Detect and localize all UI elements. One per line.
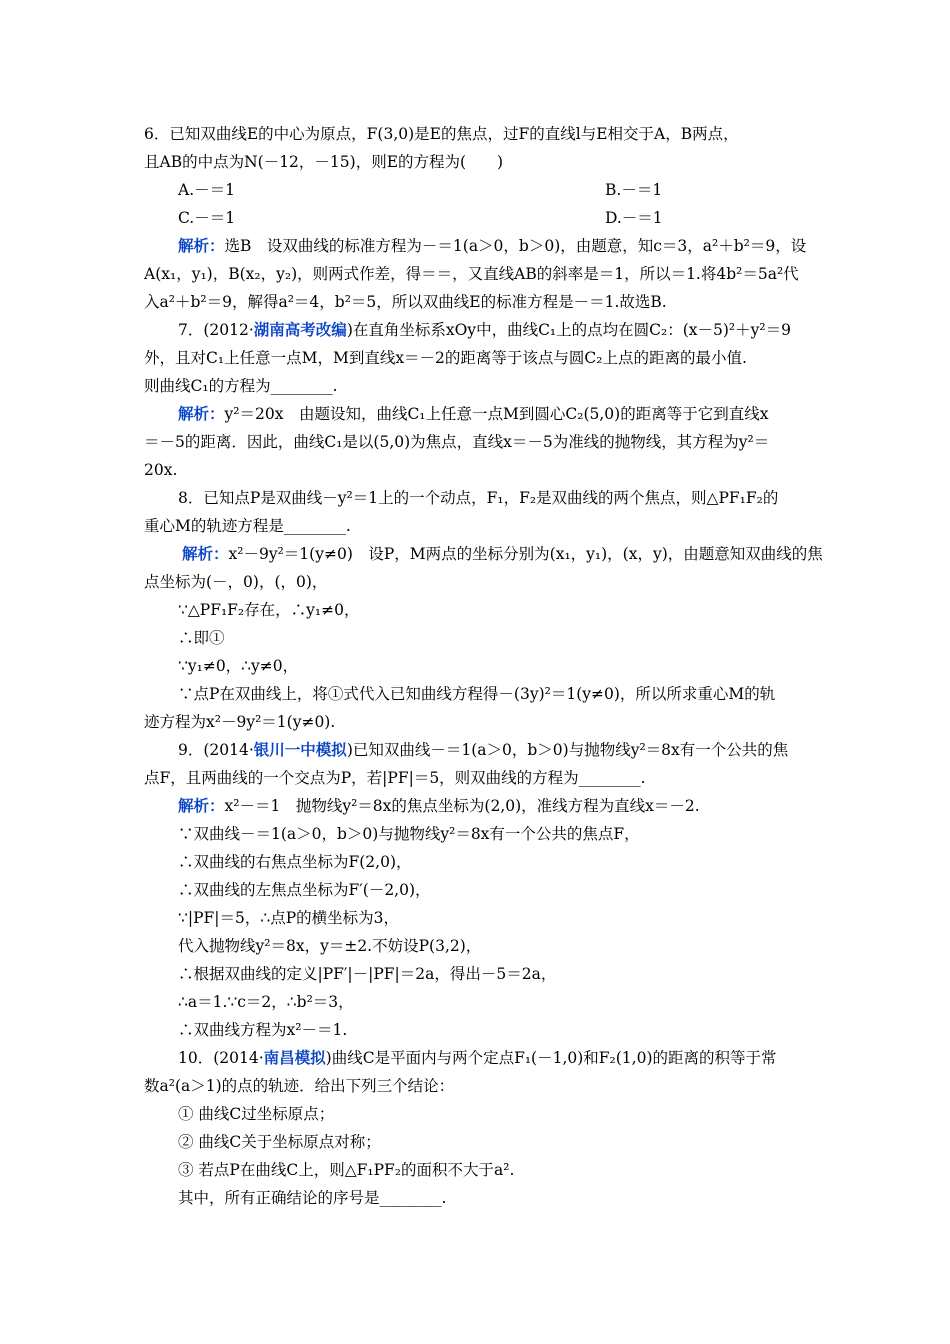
q7-solution-line-3: 20x. — [144, 461, 178, 479]
q9-solution-text-1: x²－＝1 抛物线y²＝8x的焦点坐标为(2,0)，准线方程为直线x＝－2. — [224, 797, 700, 815]
q6-solution-line-1 — [178, 234, 848, 258]
q10-item-3: ③ 若点P在曲线C上，则△F₁PF₂的面积不大于a². — [178, 1161, 515, 1179]
q10-stem-line-1 — [178, 1046, 848, 1070]
q9-stem-line-1 — [178, 738, 848, 762]
q6-solution-text-1: 选B 设双曲线的标准方程为－＝1(a＞0，b＞0)，由题意，知c＝3，a²＋b²＝9，设 — [224, 237, 807, 255]
q7-solution-line-1 — [178, 402, 848, 426]
q9-solution-line-7: ∴根据双曲线的定义|PF′|－|PF|＝2a，得出－5＝2a， — [178, 965, 557, 983]
q7-stem-text-1: )在直角坐标系xOy中，曲线C₁上的点均在圆C₂：(x－5)²＋y²＝9 — [346, 321, 791, 339]
q10-number: 10．(2014· — [178, 1049, 264, 1067]
q10-stem-line-2: 数a²(a＞1)的点的轨迹．给出下列三个结论： — [144, 1077, 455, 1095]
q7-stem-line-1 — [178, 318, 848, 342]
q8-solution-line-7: 迹方程为x²－9y²＝1(y≠0). — [144, 713, 336, 731]
q8-stem-line-1: 8．已知点P是双曲线－y²＝1上的一个动点，F₁，F₂是双曲线的两个焦点，则△PF₁F₂的 — [178, 489, 779, 507]
q7-stem-line-3: 则曲线C₁的方程为________. — [144, 377, 338, 395]
solution-label: 解析： — [178, 404, 225, 423]
q6-solution-line-2: A(x₁，y₁)，B(x₂，y₂)，则两式作差，得＝＝，又直线AB的斜率是＝1，所以＝1.将4b²＝5a²代 — [144, 265, 799, 283]
q6-stem-line-2: 且AB的中点为N(－12，－15)，则E的方程为( ) — [144, 153, 504, 171]
q10-item-1: ① 曲线C过坐标原点； — [178, 1105, 335, 1123]
q9-number: 9．(2014· — [178, 741, 254, 759]
q10-source: 南昌模拟 — [263, 1048, 326, 1067]
q7-source: 湖南高考改编 — [253, 320, 347, 339]
q6-option-b: B.－＝1 — [605, 181, 663, 199]
q9-stem-text-1: )已知双曲线－＝1(a＞0，b＞0)与抛物线y²＝8x有一个公共的焦 — [346, 741, 789, 759]
q7-stem-line-2: 外，且对C₁上任意一点M，M到直线x＝－2的距离等于该点与圆C₂上点的距离的最小值. — [144, 349, 747, 367]
q9-stem-line-2: 点F，且两曲线的一个交点为P，若|PF|＝5，则双曲线的方程为________. — [144, 769, 646, 787]
q8-solution-line-1 — [182, 542, 852, 566]
solution-label: 解析： — [178, 236, 225, 255]
q8-stem-line-2: 重心M的轨迹方程是________. — [144, 517, 351, 535]
q9-solution-line-8: ∴a＝1.∵c＝2，∴b²＝3， — [178, 993, 354, 1011]
q9-solution-line-6: 代入抛物线y²＝8x，y＝±2.不妨设P(3,2)， — [178, 937, 482, 955]
q8-solution-text-1: x²－9y²＝1(y≠0) 设P，M两点的坐标分别为(x₁，y₁)，(x，y)，由题意知双曲线的焦 — [228, 545, 823, 563]
q9-solution-line-3: ∴双曲线的右焦点坐标为F(2,0)， — [178, 853, 412, 871]
q7-solution-text-1: y²＝20x 由题设知，曲线C₁上任意一点M到圆心C₂(5,0)的距离等于它到直线x — [224, 405, 769, 423]
q9-solution-line-9: ∴双曲线方程为x²－＝1. — [178, 1021, 348, 1039]
q6-option-c: C.－＝1 — [178, 209, 236, 227]
q8-solution-line-3: ∵△PF₁F₂存在，∴y₁≠0， — [178, 601, 360, 619]
q9-solution-line-4: ∴双曲线的左焦点坐标为F′(－2,0)， — [178, 881, 431, 899]
q8-solution-line-2: 点坐标为(－，0)，(，0)， — [144, 573, 328, 591]
q6-solution-line-3: 入a²＋b²＝9，解得a²＝4，b²＝5，所以双曲线E的标准方程是－＝1.故选B. — [144, 293, 667, 311]
q9-source: 银川一中模拟 — [253, 740, 347, 759]
q10-stem-text-1: )曲线C是平面内与两个定点F₁(－1,0)和F₂(1,0)的距离的积等于常 — [325, 1049, 777, 1067]
q6-option-a: A.－＝1 — [178, 181, 235, 199]
q7-solution-line-2: ＝－5的距离．因此，曲线C₁是以(5,0)为焦点，直线x＝－5为准线的抛物线，其方程为y²＝ — [144, 433, 770, 451]
q9-solution-line-1 — [178, 794, 848, 818]
q8-solution-line-4: ∴即① — [178, 629, 225, 647]
q10-stem-line-end: 其中，所有正确结论的序号是________. — [178, 1189, 447, 1207]
q8-solution-line-6: ∵点P在双曲线上，将①式代入已知曲线方程得－(3y)²＝1(y≠0)，所以所求重心M的轨 — [178, 685, 776, 703]
q7-number: 7．(2012· — [178, 321, 254, 339]
solution-label: 解析： — [178, 796, 225, 815]
q9-solution-line-5: ∵|PF|＝5，∴点P的横坐标为3， — [178, 909, 400, 927]
q10-item-2: ② 曲线C关于坐标原点对称； — [178, 1133, 381, 1151]
solution-label: 解析： — [182, 544, 229, 563]
q8-solution-line-5: ∵y₁≠0，∴y≠0， — [178, 657, 299, 675]
q9-solution-line-2: ∵双曲线－＝1(a＞0，b＞0)与抛物线y²＝8x有一个公共的焦点F， — [178, 825, 640, 843]
q6-stem-line-1: 6．已知双曲线E的中心为原点，F(3,0)是E的焦点，过F的直线l与E相交于A，B两点， — [144, 125, 739, 143]
q6-option-d: D.－＝1 — [605, 209, 663, 227]
